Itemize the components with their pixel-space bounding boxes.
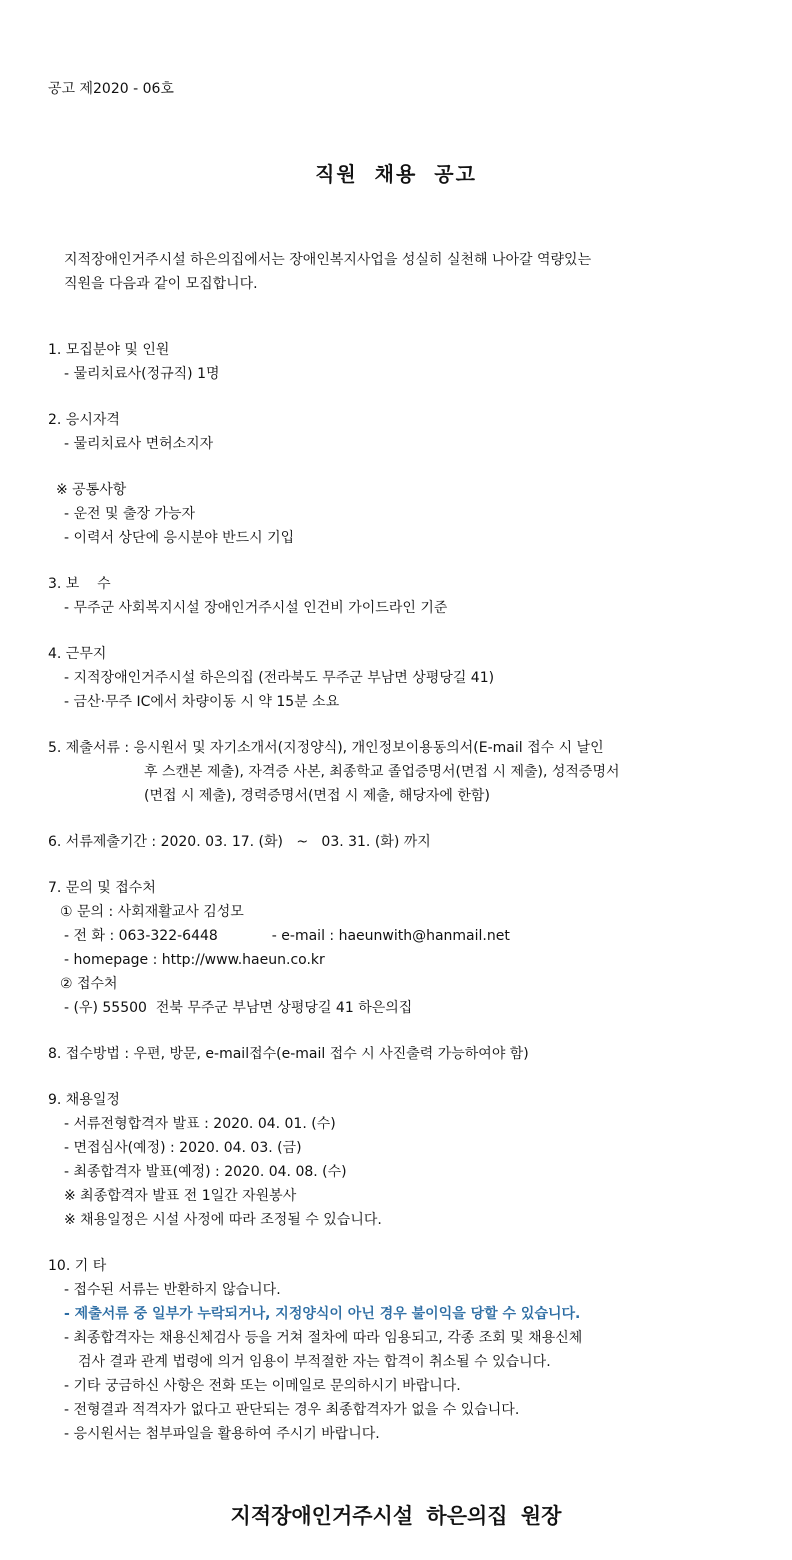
schedule-note: ※ 채용일정은 시설 사정에 따라 조정될 수 있습니다. — [64, 1212, 382, 1228]
list-item: - 기타 궁금하신 사항은 전화 또는 이메일로 문의하시기 바랍니다. — [64, 1378, 461, 1394]
intro-line: 직원을 다음과 같이 모집합니다. — [64, 276, 258, 292]
intro-paragraph — [64, 248, 744, 296]
contact-inquiry: ① 문의 : 사회재활교사 김성모 — [60, 904, 244, 920]
section-submission-method: 8. 접수방법 : 우편, 방문, e-mail접수(e-mail 접수 시 사진출력 가능하여야 함) — [48, 1046, 529, 1062]
section-recruit-field-heading: 1. 모집분야 및 인원 — [48, 342, 170, 358]
contact-reception: ② 접수처 — [60, 976, 118, 992]
signature: 지적장애인거주시설 하은의집 원장 — [230, 1504, 562, 1528]
list-item: - 응시원서는 첨부파일을 활용하여 주시기 바랍니다. — [64, 1426, 380, 1442]
section-common-heading: ※ 공통사항 — [56, 482, 127, 498]
section-schedule-heading: 9. 채용일정 — [48, 1092, 120, 1108]
contact-address: - (우) 55500 전북 무주군 부남면 상평당길 41 하은의집 — [64, 1000, 413, 1016]
list-item: - 최종합격자는 채용신체검사 등을 거쳐 절차에 따라 임용되고, 각종 조회 및 채용신체 — [64, 1330, 583, 1346]
list-item: - 금산·무주 IC에서 차량이동 시 약 15분 소요 — [64, 694, 340, 710]
page-title: 직원 채용 공고 — [315, 162, 477, 186]
section-documents-heading: 5. 제출서류 : 응시원서 및 자기소개서(지정양식), 개인정보이용동의서(E-mail 접수 시 날인 — [48, 740, 604, 756]
section-workplace-heading: 4. 근무지 — [48, 646, 107, 662]
list-item: - 면접심사(예정) : 2020. 04. 03. (금) — [64, 1140, 302, 1156]
schedule-note: ※ 최종합격자 발표 전 1일간 자원봉사 — [64, 1188, 297, 1204]
list-item-highlight: - 제출서류 중 일부가 누락되거나, 지정양식이 아닌 경우 불이익을 당할 수 있습니다. — [64, 1306, 581, 1322]
section-salary-heading: 3. 보 수 — [48, 576, 111, 592]
list-item: - 접수된 서류는 반환하지 않습니다. — [64, 1282, 281, 1298]
list-item: - 전형결과 적격자가 없다고 판단되는 경우 최종합격자가 없을 수 있습니다. — [64, 1402, 520, 1418]
contact-phone: - 전 화 : 063-322-6448 — [64, 928, 218, 944]
documents-continuation: (면접 시 제출), 경력증명서(면접 시 제출, 해당자에 한함) — [144, 788, 490, 804]
list-item: - 최종합격자 발표(예정) : 2020. 04. 08. (수) — [64, 1164, 347, 1180]
list-item: - 이력서 상단에 응시분야 반드시 기입 — [64, 530, 295, 546]
list-item: - 물리치료사 면허소지자 — [64, 436, 214, 452]
list-item: - 지적장애인거주시설 하은의집 (전라북도 무주군 부남면 상평당길 41) — [64, 670, 495, 686]
notice-body — [48, 338, 768, 1446]
intro-line: 지적장애인거주시설 하은의집에서는 장애인복지사업을 성실히 실천해 나아갈 역량있는 — [64, 252, 592, 268]
section-etc-heading: 10. 기 타 — [48, 1258, 107, 1274]
list-item: - 서류전형합격자 발표 : 2020. 04. 01. (수) — [64, 1116, 336, 1132]
documents-continuation: 후 스캔본 제출), 자격증 사본, 최종학교 졸업증명서(면접 시 제출), 성적증명서 — [144, 764, 620, 780]
section-submission-period: 6. 서류제출기간 : 2020. 03. 17. (화) ~ 03. 31. (화) 까지 — [48, 834, 431, 850]
list-item-continuation: 검사 결과 관계 법령에 의거 임용이 부적절한 자는 합격이 취소될 수 있습니다. — [78, 1354, 551, 1370]
section-contact-heading: 7. 문의 및 접수처 — [48, 880, 156, 896]
section-qualification-heading: 2. 응시자격 — [48, 412, 120, 428]
list-item: - 물리치료사(정규직) 1명 — [64, 366, 220, 382]
list-item: - 운전 및 출장 가능자 — [64, 506, 196, 522]
list-item: - 무주군 사회복지시설 장애인거주시설 인건비 가이드라인 기준 — [64, 600, 448, 616]
notice-number: 공고 제2020 - 06호 — [48, 81, 174, 97]
contact-homepage[interactable]: - homepage : http://www.haeun.co.kr — [64, 952, 325, 968]
contact-email[interactable]: - e-mail : haeunwith@hanmail.net — [271, 928, 510, 944]
contact-phone-email-row — [48, 924, 768, 948]
